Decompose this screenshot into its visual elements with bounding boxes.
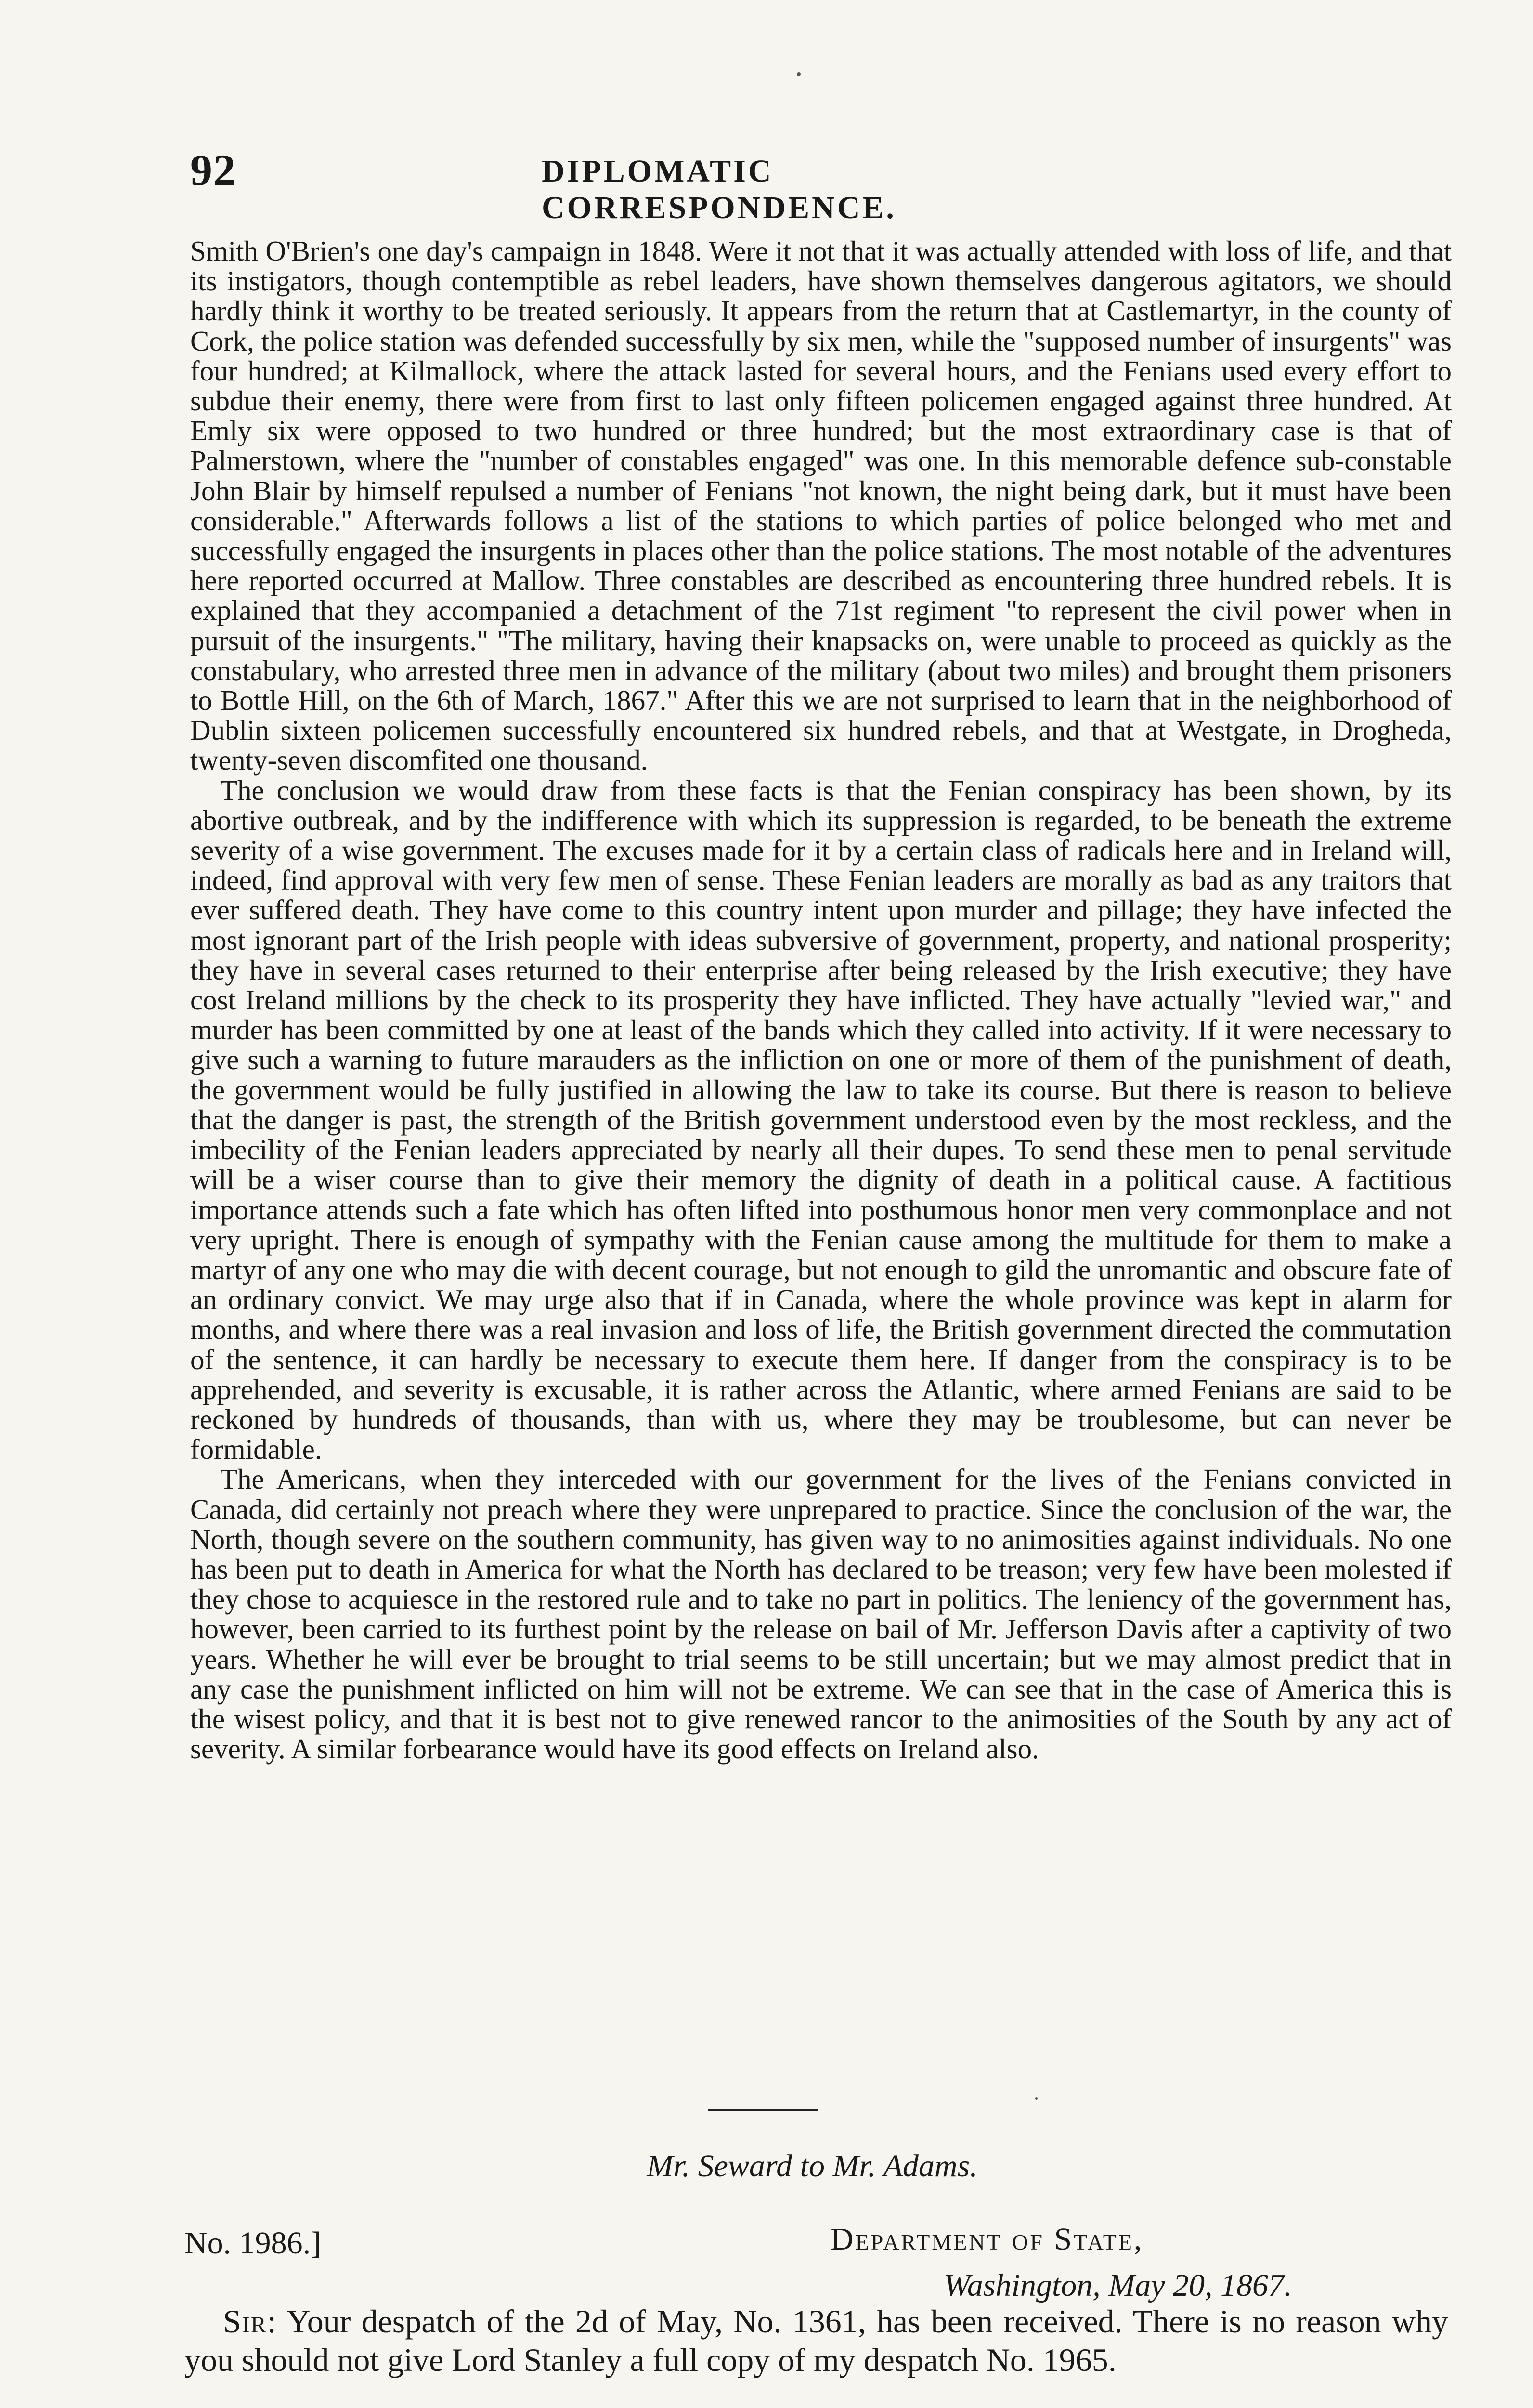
letter-paragraph <box>184 2302 1448 2379</box>
section-divider <box>708 2109 818 2111</box>
running-title: DIPLOMATIC CORRESPONDENCE. <box>542 154 896 225</box>
letter-heading: Mr. Seward to Mr. Adams. <box>647 2148 978 2184</box>
dispatch-number: No. 1986.] <box>184 2225 322 2261</box>
paragraph-3: The Americans, when they interceded with our government for the lives of the Fenians convicted in Canada, did certainly not preach where they were unprepared to practice. Since the conclusion of the war, the North, though severe on the southern community, has given way to no animosities against individuals. No one has been put to death in America for what the North has declared to be treason; very few have been molested if they chose to acquiesce in the restored rule and to take no part in politics. The leniency of the government has, however, been carried to its furthest point by the release on bail of Mr. Jefferson Davis after a captivity of two years. Whether he will ever be brought to trial seems to be still uncertain; but we may almost predict that in any case the punishment inflicted on him will not be extreme. We can see that in the case of America this is the wisest policy, and that it is best not to give renewed rancor to the animosities of the South by any act of severity. A similar forbearance would have its good effects on Ireland also. <box>190 1463 1452 1765</box>
sender-department: Department of State, <box>831 2222 1144 2257</box>
salutation: Sir: <box>223 2303 277 2340</box>
page-header <box>190 144 1090 225</box>
letter-body <box>184 2302 1448 2379</box>
page-number: 92 <box>190 145 236 195</box>
paragraph-2: The conclusion we would draw from these facts is that the Fenian conspiracy has been shown, by its abortive outbreak, and by the indifference with which its suppression is regarded, to be beneath the extreme severity of a wise government. The excuses made for it by a certain class of radicals here and in Ireland will, indeed, find approval with very few men of sense. These Fenian leaders are morally as bad as any traitors that ever suffered death. They have come to this country intent upon murder and pillage; they have infected the most ignorant part of the Irish people with ideas subversive of government, property, and national prosperity; they have in several cases returned to their enterprise after being released by the Irish executive; they have cost Ireland millions by the check to its prosperity they have inflicted. They have actually "levied war," and murder has been committed by one at least of the bands which they called into activity. If it were necessary to give such a warning to future marauders as the infliction on one or more of them of the punishment of death, the government would be fully justified in allowing the law to take its course. But there is reason to believe that the danger is past, the strength of the British government understood even by the most reckless, and the imbecility of the Fenian leaders appreciated by nearly all their dupes. To send these men to penal servitude will be a wiser course than to give their memory the dignity of death in a political cause. A factitious importance attends such a fate which has often lifted into posthumous honor men very commonplace and not very upright. There is enough of sympathy with the Fenian cause among the multitude for them to make a martyr of any one who may die with decent courage, but not enough to gild the unromantic and obscure fate of an ordinary convict. We may urge also that if in Canada, where the whole province was kept in alarm for months, and where there was a real invasion and loss of life, the British government directed the commutation of the sentence, it can hardly be necessary to execute them here. If danger from the conspiracy is to be apprehended, and severity is excusable, it is rather across the Atlantic, where armed Fenians are said to be reckoned by hundreds of thousands, than with us, where they may be troublesome, but can never be formidable. <box>190 774 1452 1466</box>
paragraph-1: Smith O'Brien's one day's campaign in 1848. Were it not that it was actually attended with loss of life, and that its instigators, though contemptible as rebel leaders, have shown themselves dangerous agitators, we should hardly think it worthy to be treated seriously. It appears from the return that at Castlemartyr, in the county of Cork, the police station was defended successfully by six men, while the "supposed number of insurgents" was four hundred; at Kilmallock, where the attack lasted for several hours, and the Fenians used every effort to subdue their enemy, there were from first to last only fifteen policemen engaged against three hundred. At Emly six were opposed to two hundred or three hundred; but the most extraordinary case is that of Palmerstown, where the "number of constables engaged" was one. In this memorable defence sub-constable John Blair by himself repulsed a number of Fenians "not known, the night being dark, but it must have been considerable." Afterwards follows a list of the stations to which parties of police belonged who met and successfully engaged the insurgents in places other than the police stations. The most notable of the adventures here reported occurred at Mallow. Three constables are described as encountering three hundred rebels. It is explained that they accompanied a detachment of the 71st regiment "to represent the civil power when in pursuit of the insurgents." "The military, having their knapsacks on, were unable to proceed as quickly as the constabulary, who arrested three men in advance of the military (about two miles) and brought them prisoners to Bottle Hill, on the 6th of March, 1867." After this we are not surprised to learn that in the neighborhood of Dublin sixteen policemen successfully encountered six hundred rebels, and that at Westgate, in Drogheda, twenty-seven discomfited one thousand. <box>190 235 1452 776</box>
paper-speck <box>1035 2097 1038 2100</box>
article-body <box>190 236 1452 1764</box>
place-and-date: Washington, May 20, 1867. <box>944 2268 1292 2303</box>
paper-speck <box>797 72 801 76</box>
letter-text: Your despatch of the 2d of May, No. 1361, has been received. There is no reason why you should not give Lord Stanley a full copy of my despatch No. 1965. <box>184 2303 1448 2378</box>
